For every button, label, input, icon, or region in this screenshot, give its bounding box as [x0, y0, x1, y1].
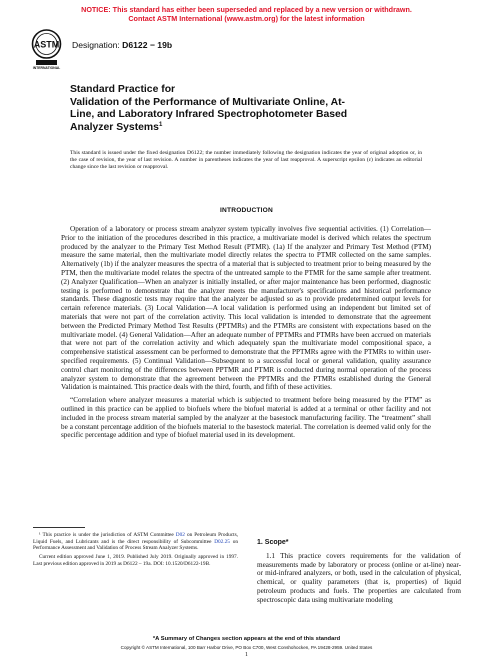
title-line-2: Validation of the Performance of Multivariate Online, At-	[70, 96, 346, 108]
document-title	[70, 84, 430, 134]
footnote-2: Current edition approved June 1, 2019. Published July 2019. Originally approved in 1997. Last previous edition approved in 2019 as D6122 – 19a. DOI: 10.1520/D6122-19B.	[33, 554, 238, 567]
summary-of-changes-note: *A Summary of Changes section appears at the end of this standard	[152, 636, 341, 642]
designation-value: D6122 − 19b	[122, 40, 173, 50]
committee-link[interactable]: D02	[175, 532, 185, 538]
notice-line-1: NOTICE: This standard has either been superseded and replaced by a new version or withdrawn.	[81, 5, 412, 14]
footnote-divider	[33, 527, 85, 528]
scope-heading: 1. Scope*	[257, 539, 289, 546]
introduction-heading: INTRODUCTION	[220, 207, 273, 214]
notice-line-2: Contact ASTM International (www.astm.org) for the latest information	[128, 14, 365, 23]
designation	[72, 40, 172, 50]
footnotes	[33, 532, 238, 570]
title-line-3: Line, and Laboratory Infrared Spectrophotometer Based	[70, 109, 348, 121]
subcommittee-link[interactable]: D02.25	[214, 538, 230, 545]
title-line-1: Standard Practice for	[70, 84, 176, 95]
title-footnote-marker: 1	[158, 121, 163, 128]
designation-label: Designation:	[72, 40, 120, 50]
svg-text:ASTM: ASTM	[33, 39, 60, 50]
scope-paragraph-1: 1.1 This practice covers requirements for the validation of measurements made by laboratory or process (online or at-line) near- or mid-infrared analyzers, or both, used in the calculation of physical, chemical, or quality parameters (that is, properties) of liquid petroleum products and fuels. The properties are calculated from spectroscopic data using multivariate modeling	[257, 551, 461, 604]
logo-text: INTERNATIONAL	[32, 66, 61, 70]
footnote-1-prefix: ¹ This practice is under the jurisdiction of ASTM Committee	[39, 532, 176, 538]
supersede-notice	[0, 5, 493, 23]
copyright-line: Copyright © ASTM International, 100 Barr Harbor Drive, PO Box C700, West Conshohocken, PA 19428-2959. United States	[120, 645, 373, 650]
introduction-paragraph-2: “Correlation where analyzer measures a material which is subjected to treatment before being measured by the PTM” as outlined in this practice can be applied to biofuels where the biofuel material is added at a terminal or other facility and not included in the process stream material sampled by the analyzer at the basestock manufacturing facility. The “treatment” shall be a constant percentage addition of the biofuels material to the basestock material. The correlation is deemed valid only for the specific percentage addition and type of biofuel material used in its development.	[61, 396, 431, 440]
footnote-1-suffix: on Performance Assessment and Validation of Process Stream Analyzer Systems.	[33, 538, 238, 552]
astm-logo	[31, 29, 62, 72]
page-number: 1	[245, 652, 248, 658]
issuance-note: This standard is issued under the fixed designation D6122; the number immediately following the designation indicates the year of original adoption or, in the case of revision, the year of last revision. A number in parentheses indicates the year of last reapproval. A superscript epsilon (ε) indicates an editorial change since the last revision or reapproval.	[70, 150, 422, 171]
title-line-4: Analyzer Systems	[70, 121, 159, 133]
footnote-1	[33, 532, 238, 552]
introduction-paragraph-1: Operation of a laboratory or process stream analyzer system typically involves five sequential activities. (1) Correlation—Prior to the initiation of the procedures described in this practice, a multivariate model is derived which relates the spectrum produced by the analyzer to the Primary Test Method Result (PTMR). (1a) If the analyzer and Primary Test Method (PTM) measure the same material, then the multivariate model directly relates the spectra to PTMR collected on the same samples. Alternatively (1b) if the analyzer measures the spectra of a material that is subjected to treatment prior to being measured by the PTM, then the multivariate model relates the spectra of the untreated sample to the PTMR for the same sample after treatment. (2) Analyzer Qualification—When an analyzer is initially installed, or after major maintenance has been performed, diagnostic testing is performed to demonstrate that the analyzer meets the manufacturer's specifications and historical performance standards. These diagnostic tests may require that the analyzer be adjusted so as to provide predetermined output levels for certain reference materials. (3) Local Validation—A local validation is performed using an independent but limited set of materials that were not part of the correlation activity. This local validation is intended to demonstrate that the agreement between the Predicted Primary Method Test Results (PPTMRs) and the PTMRs are consistent with expectations based on the multivariate model. (4) General Validation—After an adequate number of PPTMRs and PTMRs have been accrued on materials that were not part of the correlation activity and which adequately span the multivariate model compositional space, a comprehensive statistical assessment can be performed to demonstrate that the PPTMRs agree with the PTMRs to within user-specified requirements. (5) Continual Validation—Subsequent to a successful local or general validation, quality assurance control chart monitoring of the differences between PPTMR and PTMR is conducted during normal operation of the process analyzer system to demonstrate that the agreement between the PPTMRs and the PTMRs established during the General Validation is maintained. This practice deals with the third, fourth, and fifth of these activities.	[61, 225, 431, 392]
scope-section	[257, 539, 461, 605]
footnote-1-mid: on Petroleum Products, Liquid Fuels, and Lubricants and is the direct responsibility of Subcommittee	[33, 532, 238, 545]
introduction-body	[61, 225, 431, 444]
